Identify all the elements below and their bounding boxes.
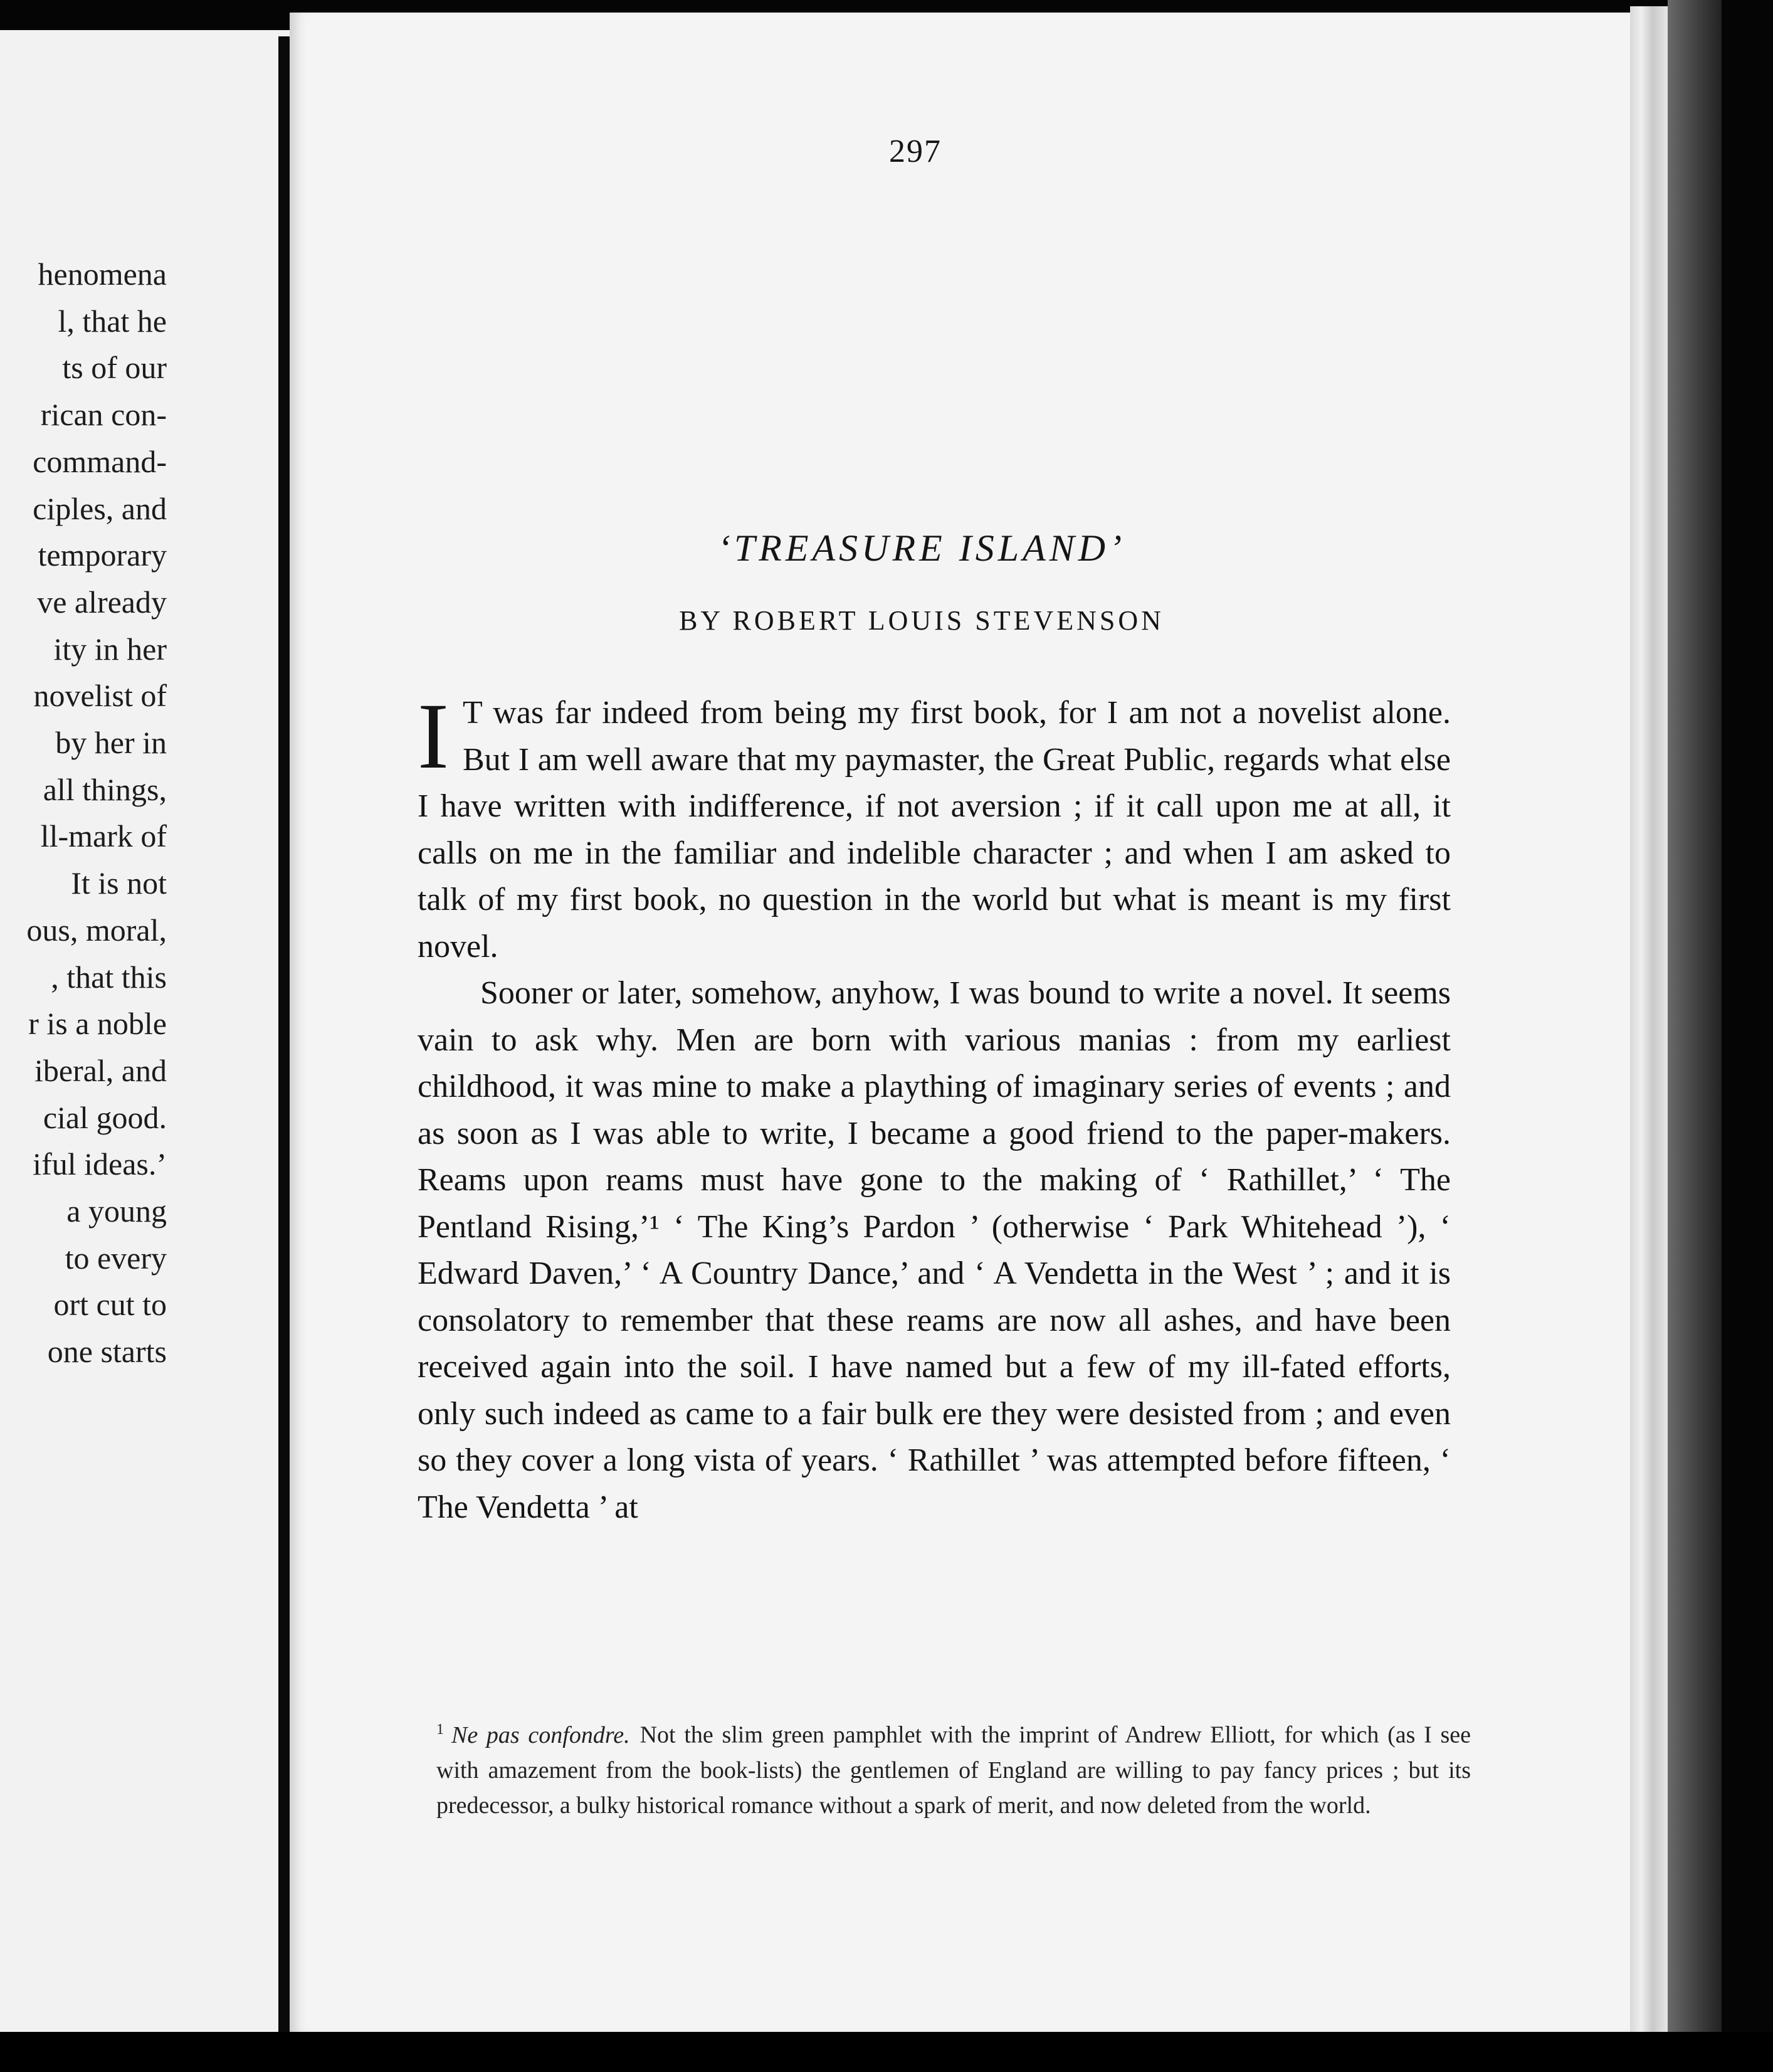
left-page-line: , that this xyxy=(51,959,167,995)
left-page-line: rican con- xyxy=(40,397,167,433)
paragraph-2: Sooner or later, somehow, anyhow, I was bound to write a novel. It seems vain to ask why. Men are born with various manias : from my earliest childhood, it was mine to make a plaything of imaginary series of events ; and as soon as I was able to write, I became a good friend to the paper-makers. Reams upon reams must have gone to the making of ‘ Rathillet,’ ‘ The Pentland Rising,’¹ ‘ The King’s Pardon ’ (otherwise ‘ Park Whitehead ’), ‘ Edward Daven,’ ‘ A Country Dance,’ and ‘ A Vendetta in the West ’ ; and it is consolatory to remember that these reams are now all ashes, and have been received again into the soil. I have named but a few of my ill-fated efforts, only such indeed as came to a fair bulk ere they were desisted from ; and even so they cover a long vista of years. ‘ Rathillet ’ was attempted before fifteen, ‘ The Vendetta ’ at xyxy=(418,975,1451,1525)
left-facing-page xyxy=(0,30,290,2032)
left-page-line: to every xyxy=(65,1240,167,1276)
left-page-line: iberal, and xyxy=(34,1052,167,1088)
left-page-line: henomena xyxy=(38,256,167,292)
left-page-line: all things, xyxy=(43,771,167,807)
author-byline: BY ROBERT LOUIS STEVENSON xyxy=(679,605,1164,636)
left-page-line: It is not xyxy=(71,865,167,901)
paragraph-1 xyxy=(418,684,1451,970)
left-page-line: by her in xyxy=(55,725,167,761)
left-page-line: a young xyxy=(66,1193,167,1229)
article-body xyxy=(418,684,1451,1531)
page-edges xyxy=(1630,6,1668,2033)
footnote-text: Not the slim green pamphlet with the imprint of Andrew Elliott, for which (as I see with amazement from the book-lists) the gentlemen of England are willing to pay fancy prices ; but its predecessor, a bulky historical romance without a spark of merit, and now deleted from the world. xyxy=(436,1721,1471,1819)
left-page-line: ort cut to xyxy=(53,1287,167,1323)
left-page-text xyxy=(26,251,167,1375)
left-page-line: ve already xyxy=(37,584,167,620)
footnote-italic-phrase: Ne pas confondre. xyxy=(451,1721,630,1748)
left-page-line: one starts xyxy=(47,1334,167,1370)
left-page-line: l, that he xyxy=(58,303,167,339)
left-page-line: command- xyxy=(33,443,167,479)
left-page-line: ll-mark of xyxy=(40,818,167,854)
book-cover-edge xyxy=(1668,0,1722,2032)
left-page-line: ts of our xyxy=(62,350,167,386)
footnote-marker: 1 xyxy=(436,1721,444,1738)
left-page-line: ity in her xyxy=(53,631,167,667)
book-gutter xyxy=(278,36,290,2032)
article-title: ‘TREASURE ISLAND’ xyxy=(717,527,1126,569)
left-page-line: ous, moral, xyxy=(26,912,167,948)
footnote xyxy=(436,1712,1471,1823)
left-page-line: temporary xyxy=(38,537,167,573)
paragraph-1-text: T was far indeed from being my first book, for I am not a novelist alone. But I am well aware that my paymaster, the Great Public, regards what else I have written with indifference, if not aversion ; if it call upon me at all, it calls on me in the familiar and indelible character ; and when I am asked to talk of my first book, no question in the world but what is meant is my first novel. xyxy=(418,695,1451,965)
left-page-line: iful ideas.’ xyxy=(33,1146,167,1182)
left-page-line: cial good. xyxy=(43,1099,167,1135)
scan-bottom-border xyxy=(0,2032,1773,2072)
left-page-line: r is a noble xyxy=(28,1006,167,1042)
page-number: 297 xyxy=(889,134,942,169)
left-page-line: novelist of xyxy=(33,678,167,714)
left-page-line: ciples, and xyxy=(33,490,167,526)
drop-cap: I xyxy=(418,684,449,788)
